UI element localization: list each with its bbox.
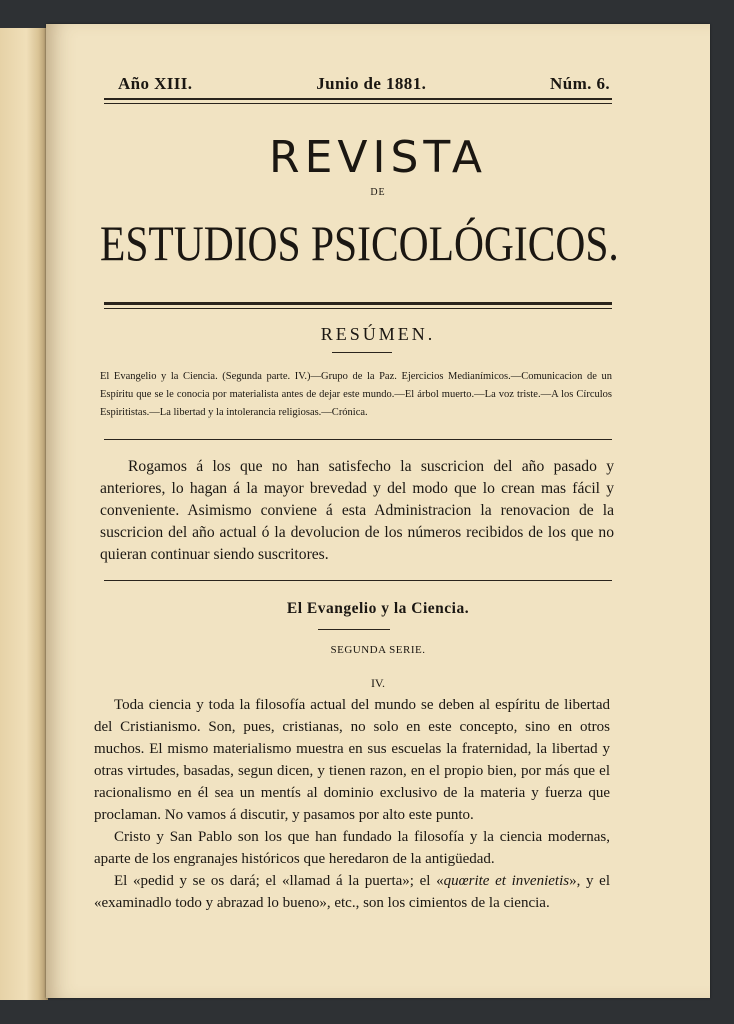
article-body: [94, 694, 610, 914]
issue-date: Junio de 1881.: [316, 74, 427, 93]
journal-page: [46, 24, 710, 998]
article-paragraph: Toda ciencia y toda la filosofía actual del mundo se deben al espíritu de libertad del Cristianismo. Son, pues, cristianas, no solo en este concepto, sino en otros muchos. El mismo materialismo muestra en sus escuelas la fraternidad, la libertad y otras virtudes, basadas, segun dicen, y tienen razon, en el propio bien, por más que el racionalismo en él sea un mentís al dominio exclusivo de la materia y fuerza que proclaman. No vamos á discutir, y pasamos por alto este punto.: [94, 697, 610, 823]
notice-text: Rogamos á los que no han satisfecho la suscricion del año pasado y anteriores, lo hagan á la mayor brevedad y del modo que lo crean mas fácil y conveniente. Asimismo conviene á esta Administracion la renovacion de la suscricion del año actual ó la devolucion de los números recibidos de los que no quieran continuar siendo suscritores.: [100, 458, 614, 563]
header-rule-thick: [104, 98, 612, 100]
summary-heading-underline: [332, 352, 392, 353]
issue-year: Año XIII.: [118, 74, 193, 93]
summary-heading: RESÚMEN.: [320, 324, 436, 344]
notice-rule: [104, 580, 612, 581]
summary-rule: [104, 439, 612, 440]
issue-number: Núm. 6.: [550, 74, 610, 93]
masthead-rule-thin: [104, 308, 612, 309]
masthead-rule-thick: [104, 302, 612, 305]
subscription-notice: [100, 456, 614, 566]
article-title: El Evangelio y la Ciencia.: [286, 600, 470, 617]
masthead-title: ESTUDIOS PSICOLÓGICOS.: [100, 215, 619, 271]
masthead-de: DE: [370, 187, 386, 198]
article-section-numeral: IV.: [370, 676, 386, 690]
masthead-revista: REVISTA: [269, 132, 487, 183]
summary-text: El Evangelio y la Ciencia. (Segunda parte. IV.)—Grupo de la Paz. Ejercicios Medianímicos.—Comunicacion de un Espíritu que se le conocia por materialista antes de dejar este mundo.—El árbol muerto.—La voz triste.—A los Círculos Espiritistas.—La libertad y la intolerancia religiosas.—Crónica.: [100, 371, 612, 418]
article-paragraph: Cristo y San Pablo son los que han fundado la filosofía y la ciencia modernas, aparte de los engranajes históricos que heredaron de la antigüedad.: [94, 829, 610, 867]
header-rule-thin: [104, 103, 612, 104]
latin-quote: quœrite et invenietis: [443, 873, 570, 889]
facing-page-edge: [0, 28, 48, 1000]
issue-header: [118, 74, 610, 94]
article-series: SEGUNDA SERIE.: [330, 644, 426, 656]
paragraph-text: », y el «examinadlo todo y abrazad lo bueno», etc., son los cimientos de la ciencia.: [94, 873, 611, 911]
article-paragraph: [94, 870, 610, 914]
paragraph-text: El «pedid y se os dará; el «llamad á la puerta»; el «: [114, 873, 444, 889]
article-title-underline: [318, 629, 390, 630]
